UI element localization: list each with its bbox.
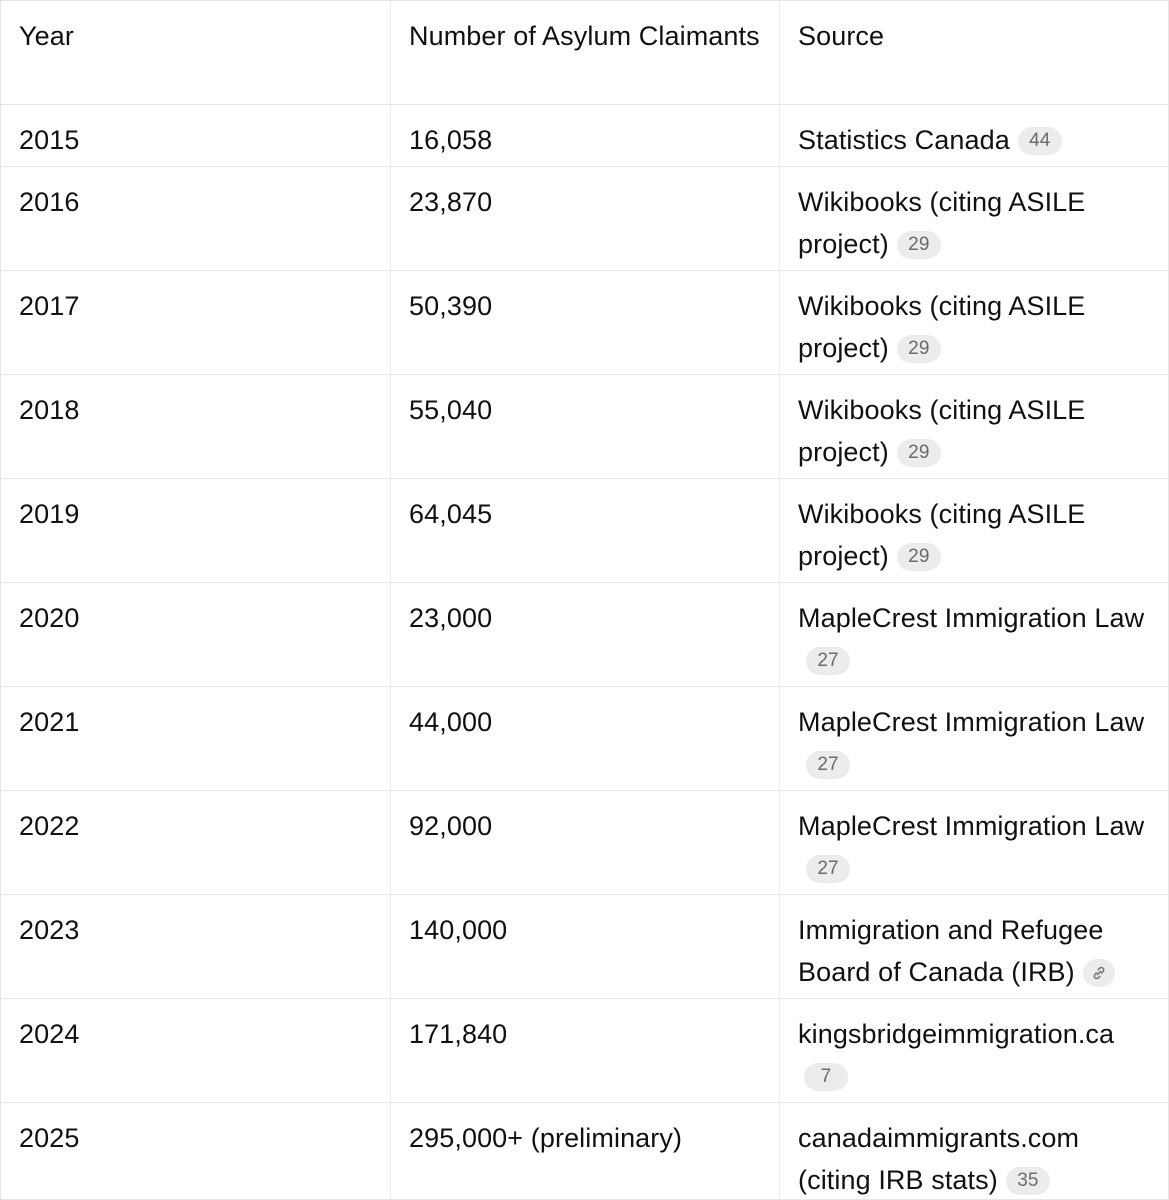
claimants-cell: 92,000 [390,791,779,894]
citation-badge[interactable]: 35 [1006,1167,1050,1195]
source-text: Wikibooks (citing ASILE project) [798,187,1086,259]
table-row [1,687,1168,791]
citation-badge[interactable]: 27 [806,751,850,779]
source-cell [779,167,1168,270]
year-cell: 2019 [19,499,80,529]
source-text: MapleCrest Immigration Law [798,707,1145,737]
source-cell [779,271,1168,374]
link-icon [1091,965,1107,981]
year-cell: 2018 [19,395,80,425]
table-row [1,1103,1168,1200]
year-cell: 2024 [19,1019,80,1049]
table-row [1,791,1168,895]
year-cell: 2015 [19,125,80,155]
source-text: Wikibooks (citing ASILE project) [798,499,1086,571]
source-cell [779,375,1168,478]
source-text: MapleCrest Immigration Law [798,811,1145,841]
table-row [1,105,1168,167]
source-cell [779,791,1168,894]
source-cell [779,479,1168,582]
source-text: MapleCrest Immigration Law [798,603,1145,633]
claimants-cell: 64,045 [390,479,779,582]
table-header-row [1,1,1168,105]
source-cell [779,583,1168,686]
year-cell: 2025 [19,1123,80,1153]
source-cell [779,999,1168,1102]
table-row [1,375,1168,479]
citation-badge[interactable]: 7 [804,1063,848,1091]
citation-badge[interactable]: 29 [897,231,941,259]
claimants-cell: 23,870 [390,167,779,270]
header-year: Year [19,21,74,51]
year-cell: 2023 [19,915,80,945]
source-text: Immigration and Refugee Board of Canada (IRB) [798,915,1104,987]
citation-badge[interactable]: 29 [897,335,941,363]
source-cell [779,687,1168,790]
source-text: Wikibooks (citing ASILE project) [798,291,1086,363]
citation-badge[interactable]: 44 [1018,127,1062,155]
table-row [1,271,1168,375]
year-cell: 2017 [19,291,80,321]
source-text: kingsbridgeimmigration.ca [798,1019,1115,1049]
year-cell: 2016 [19,187,80,217]
claimants-cell: 16,058 [390,105,779,166]
citation-link-badge[interactable] [1083,959,1115,987]
claimants-cell: 44,000 [390,687,779,790]
year-cell: 2022 [19,811,80,841]
year-cell: 2020 [19,603,80,633]
table-row [1,479,1168,583]
header-source: Source [779,1,1168,104]
citation-badge[interactable]: 27 [806,647,850,675]
source-cell [779,895,1168,998]
claimants-cell: 50,390 [390,271,779,374]
year-cell: 2021 [19,707,80,737]
source-cell [779,105,1168,166]
source-text: canadaimmigrants.com (citing IRB stats) [798,1123,1080,1195]
table-row [1,895,1168,999]
table-row [1,167,1168,271]
claimants-cell: 23,000 [390,583,779,686]
table-row [1,583,1168,687]
source-text: Wikibooks (citing ASILE project) [798,395,1086,467]
claimants-cell: 55,040 [390,375,779,478]
claimants-cell: 140,000 [390,895,779,998]
citation-badge[interactable]: 27 [806,855,850,883]
table-row [1,999,1168,1103]
source-text: Statistics Canada [798,125,1010,155]
citation-badge[interactable]: 29 [897,543,941,571]
claimants-cell: 171,840 [390,999,779,1102]
header-claimants: Number of Asylum Claimants [390,1,779,104]
citation-badge[interactable]: 29 [897,439,941,467]
source-cell [779,1103,1168,1200]
claimants-cell: 295,000+ (preliminary) [390,1103,779,1200]
